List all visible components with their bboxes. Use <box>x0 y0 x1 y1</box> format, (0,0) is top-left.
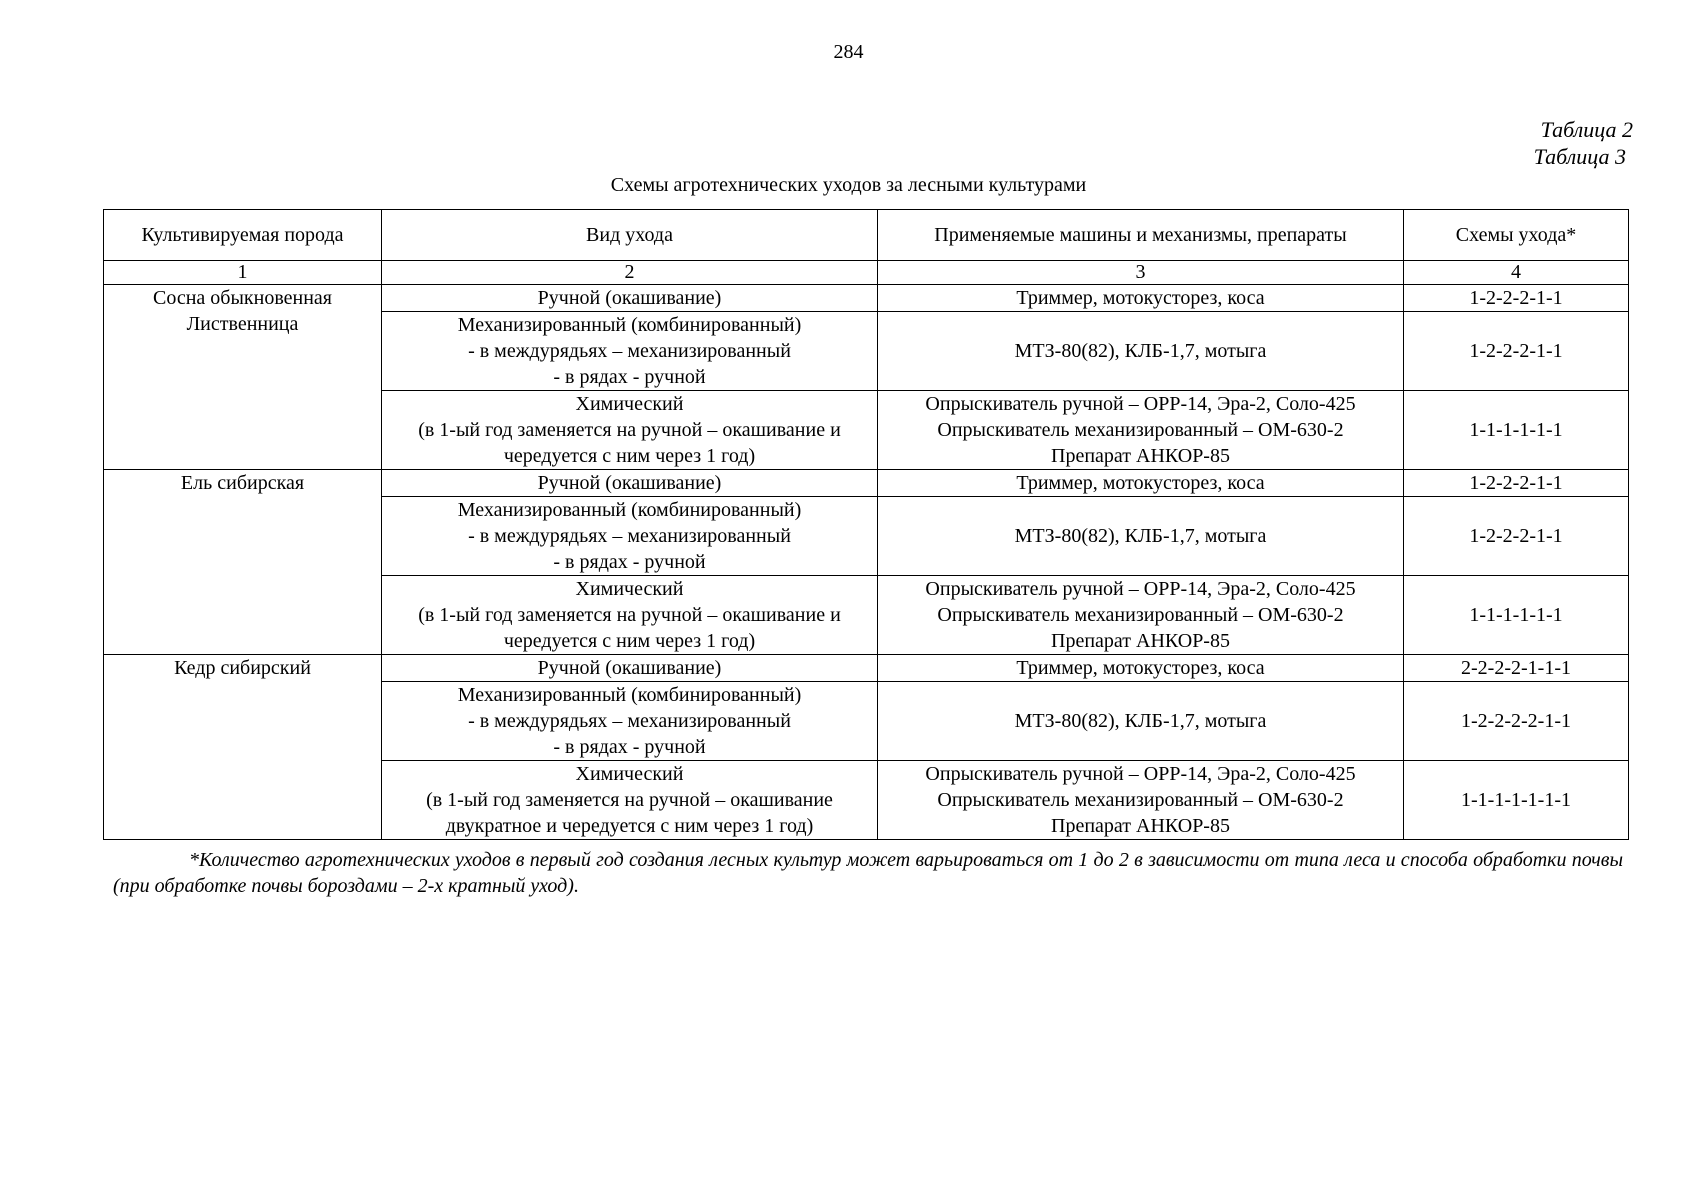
machines-cell <box>878 497 1404 576</box>
care-type-line: Химический <box>575 393 684 415</box>
column-number: 3 <box>878 261 1404 285</box>
care-type-line: Химический <box>575 578 684 600</box>
table-title: Схемы агротехнических уходов за лесными культурами <box>610 174 1087 196</box>
care-type-line: (в 1-ый год заменяется на ручной – окашивание и <box>418 604 841 626</box>
species-cell <box>104 285 382 470</box>
machines-cell <box>878 285 1404 312</box>
species-cell <box>104 470 382 655</box>
machines-cell <box>878 470 1404 497</box>
scheme-cell: 1-1-1-1-1-1-1 <box>1404 761 1629 840</box>
scheme-cell: 1-2-2-2-1-1 <box>1404 470 1629 497</box>
column-header: Культивируемая порода <box>104 210 382 261</box>
care-type-cell <box>382 682 878 761</box>
care-type-line: Механизированный (комбинированный) <box>457 314 802 336</box>
table-labels <box>1534 116 1633 170</box>
table-row <box>104 470 1629 497</box>
care-type-line: Химический <box>575 763 684 785</box>
machines-line: Опрыскиватель ручной – ОРР-14, Эра-2, Соло-425 <box>925 393 1356 415</box>
care-type-line: чередуется с ним через 1 год) <box>503 630 756 652</box>
header-row <box>104 210 1629 261</box>
scheme-cell: 1-2-2-2-2-1-1 <box>1404 682 1629 761</box>
machines-cell <box>878 682 1404 761</box>
care-type-line: (в 1-ый год заменяется на ручной – окашивание <box>426 789 833 811</box>
care-type-line: двукратное и чередуется с ним через 1 год) <box>445 815 814 837</box>
scheme-cell: 1-1-1-1-1-1 <box>1404 391 1629 470</box>
column-number: 2 <box>382 261 878 285</box>
table-row <box>104 655 1629 682</box>
care-type-cell <box>382 497 878 576</box>
care-type-line: Механизированный (комбинированный) <box>457 684 802 706</box>
scheme-cell: 2-2-2-2-1-1-1 <box>1404 655 1629 682</box>
machines-cell <box>878 761 1404 840</box>
column-number: 4 <box>1404 261 1629 285</box>
care-type-line: - в междурядьях – механизированный <box>468 525 791 547</box>
column-header: Применяемые машины и механизмы, препараты <box>878 210 1404 261</box>
table-label: Таблица 3 <box>1533 144 1626 169</box>
species-name: Ель сибирская <box>180 472 305 494</box>
machines-line: Опрыскиватель механизированный – ОМ-630-2 <box>937 419 1344 441</box>
machines-line: Препарат АНКОР-85 <box>1051 630 1230 652</box>
column-number-row <box>104 261 1629 285</box>
care-type-cell <box>382 312 878 391</box>
scheme-cell: 1-2-2-2-1-1 <box>1404 497 1629 576</box>
scheme-cell: 1-1-1-1-1-1 <box>1404 576 1629 655</box>
species-name: Кедр сибирский <box>174 657 311 679</box>
species-name: Лиственница <box>186 313 299 335</box>
footnote: *Количество агротехнических уходов в первый год создания лесных культур может варьироваться от 1 до 2 в зависимости от типа леса и способа обработки почвы (при обработке почвы бороздами – 2-х кратный уход). <box>113 849 1623 897</box>
care-type-line: - в междурядьях – механизированный <box>468 710 791 732</box>
machines-line: Препарат АНКОР-85 <box>1051 445 1230 467</box>
care-schemes-table <box>103 209 1629 840</box>
table-body <box>104 285 1629 840</box>
machines-cell <box>878 655 1404 682</box>
table-row <box>104 285 1629 312</box>
care-type-cell <box>382 285 878 312</box>
care-type-line: Ручной (окашивание) <box>537 657 722 679</box>
care-type-line: чередуется с ним через 1 год) <box>503 445 756 467</box>
care-type-line: Ручной (окашивание) <box>537 472 722 494</box>
column-header: Вид ухода <box>382 210 878 261</box>
care-type-line: (в 1-ый год заменяется на ручной – окашивание и <box>418 419 841 441</box>
column-header: Схемы ухода* <box>1404 210 1629 261</box>
care-type-cell <box>382 470 878 497</box>
care-type-cell <box>382 761 878 840</box>
species-cell <box>104 655 382 840</box>
machines-line: Препарат АНКОР-85 <box>1051 815 1230 837</box>
care-type-line: - в междурядьях – механизированный <box>468 340 791 362</box>
machines-line: Опрыскиватель механизированный – ОМ-630-2 <box>937 604 1344 626</box>
machines-line: Триммер, мотокусторез, коса <box>1016 287 1265 309</box>
care-type-line: - в рядах - ручной <box>553 366 706 388</box>
species-name: Сосна обыкновенная <box>152 287 332 309</box>
page-number: 284 <box>833 41 864 63</box>
machines-line: МТЗ-80(82), КЛБ-1,7, мотыга <box>1014 525 1267 547</box>
scheme-cell: 1-2-2-2-1-1 <box>1404 285 1629 312</box>
machines-cell <box>878 576 1404 655</box>
care-type-line: - в рядах - ручной <box>553 736 706 758</box>
machines-line: Опрыскиватель ручной – ОРР-14, Эра-2, Соло-425 <box>925 763 1356 785</box>
care-type-cell <box>382 391 878 470</box>
machines-line: МТЗ-80(82), КЛБ-1,7, мотыга <box>1014 340 1267 362</box>
care-type-line: Ручной (окашивание) <box>537 287 722 309</box>
scheme-cell: 1-2-2-2-1-1 <box>1404 312 1629 391</box>
machines-line: Триммер, мотокусторез, коса <box>1016 657 1265 679</box>
care-type-cell <box>382 576 878 655</box>
column-number: 1 <box>104 261 382 285</box>
machines-cell <box>878 391 1404 470</box>
care-type-cell <box>382 655 878 682</box>
machines-cell <box>878 312 1404 391</box>
machines-line: МТЗ-80(82), КЛБ-1,7, мотыга <box>1014 710 1267 732</box>
table-label: Таблица 2 <box>1540 117 1633 142</box>
machines-line: Опрыскиватель ручной – ОРР-14, Эра-2, Соло-425 <box>925 578 1356 600</box>
care-type-line: - в рядах - ручной <box>553 551 706 573</box>
machines-line: Опрыскиватель механизированный – ОМ-630-2 <box>937 789 1344 811</box>
care-type-line: Механизированный (комбинированный) <box>457 499 802 521</box>
machines-line: Триммер, мотокусторез, коса <box>1016 472 1265 494</box>
